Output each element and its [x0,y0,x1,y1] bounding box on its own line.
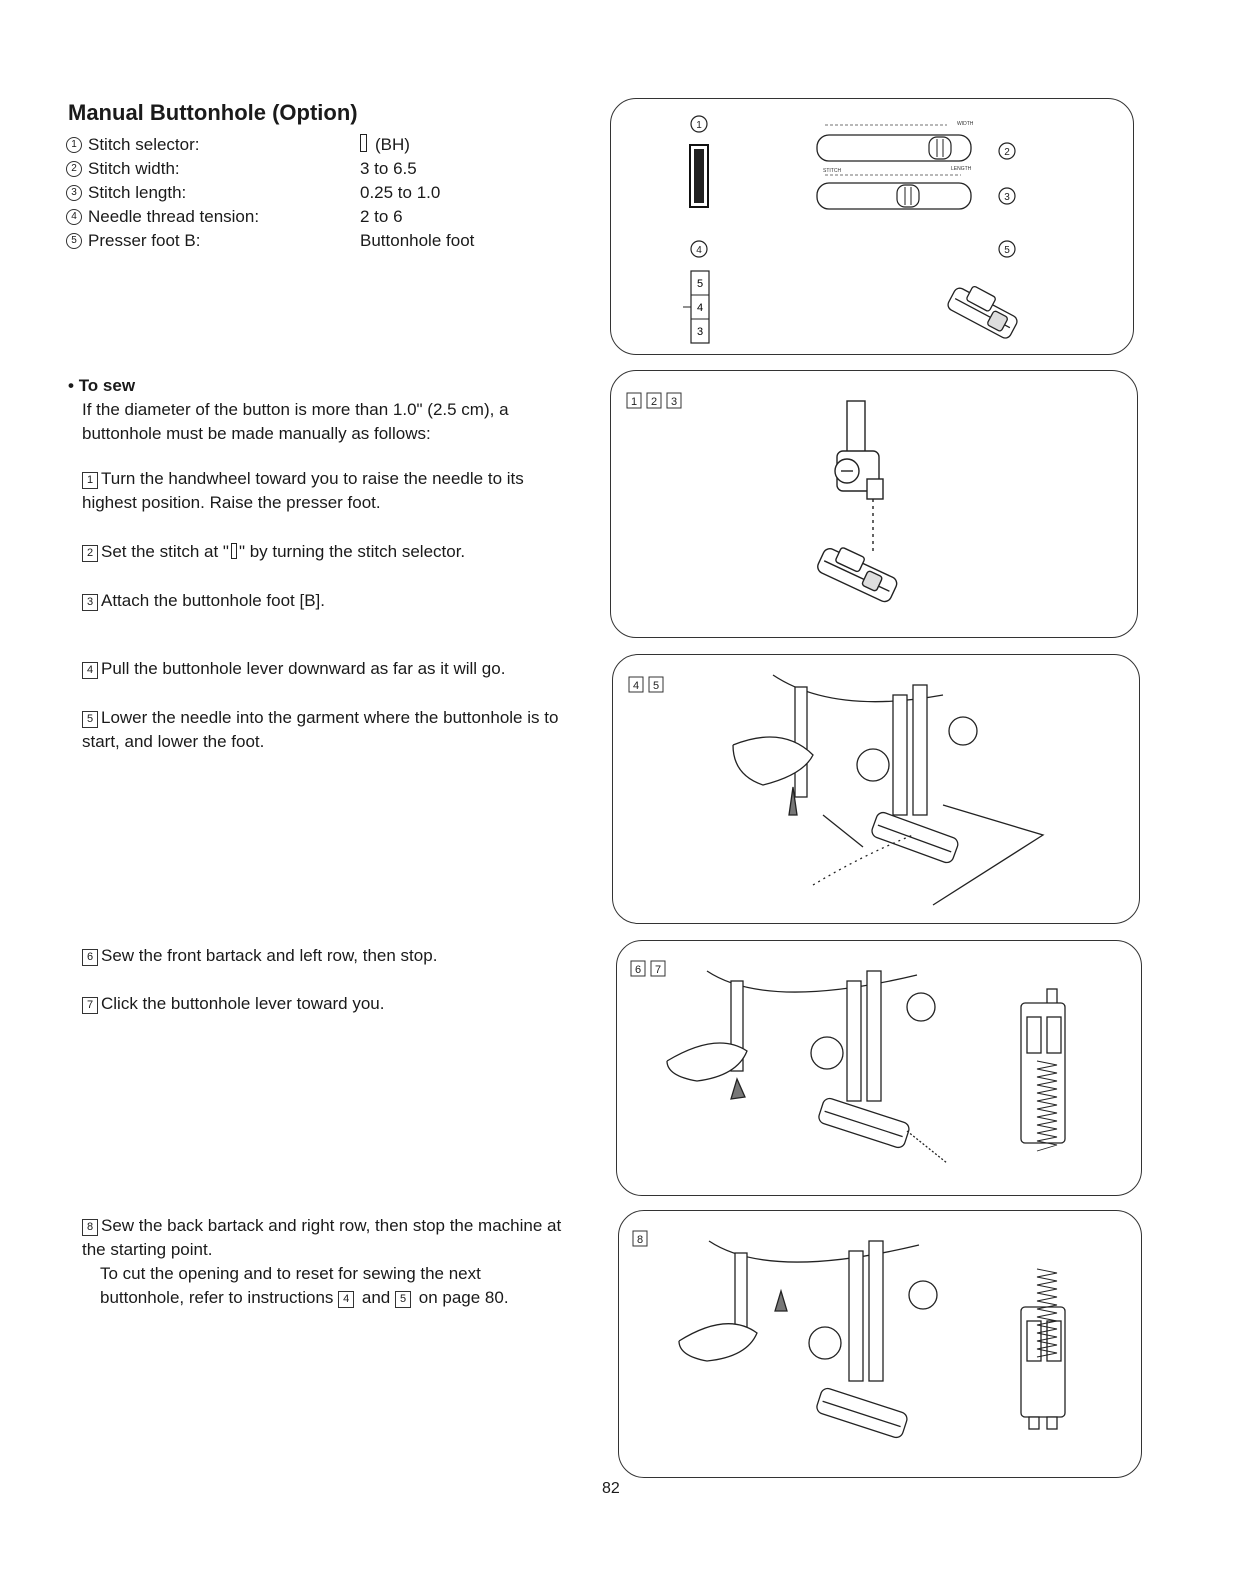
step-number: 3 [82,594,98,611]
step-ref-number: 5 [395,1291,411,1308]
setting-value: 2 to 6 [360,207,403,226]
step-5 [82,706,592,754]
callout-number: 2 [66,161,82,177]
step-8: 8 Sew the back bartack and right row, then stop the machine at the starting point. To cut the opening and to reset for sewing the next buttonhole, refer to instructions 4 and 5 on page 80. [82,1216,562,1307]
settings-list [66,133,536,253]
panel-tag: 5 [652,680,660,692]
illustration-panel-steps-4-5 [612,654,1140,924]
step-2 [82,540,582,564]
section-heading: To sew [78,376,136,395]
illustration-panel-steps-6-7 [616,940,1142,1196]
step-text: Sew the back bartack and right row, then stop the machine at the starting point. [82,1216,562,1259]
setting-label: Stitch width: [88,159,180,178]
back-bartack-illustration [619,1211,1141,1477]
page-title: Manual Buttonhole (Option) [68,100,358,125]
setting-label: Presser foot B: [88,231,201,250]
callout-number: 1 [66,137,82,153]
setting-label: Needle thread tension: [88,207,260,226]
step-text: Set the stitch at " [101,542,229,561]
lever-pull-illustration [613,655,1139,923]
panel-tag: 4 [632,680,640,692]
illustration-panel-steps-1-3 [610,370,1138,638]
length-label: LENGTH [951,166,972,172]
panel-tag: 1 [630,396,638,408]
stitch-label: STITCH [823,168,842,174]
settings-illustration [611,99,1133,354]
setting-row-stitch-length [66,181,536,205]
step-number: 2 [82,545,98,562]
step-1 [82,467,582,515]
callout-number: 3 [66,185,82,201]
step-number: 6 [82,949,98,966]
tension-mark-3: 3 [696,326,704,338]
step-number: 8 [82,1219,98,1236]
illustration-panel-step-8 [618,1210,1142,1478]
callout-4: 4 [696,245,702,256]
panel-tag: 2 [650,396,658,408]
step-number: 7 [82,997,98,1014]
step-text: Sew the front bartack and left row, then stop. [101,946,438,965]
step-text: To cut the opening and to reset for sewing the next buttonhole, refer to instructions [100,1264,481,1307]
setting-value: 3 to 6.5 [360,159,417,178]
step-text: Click the buttonhole lever toward you. [101,994,385,1013]
setting-row-stitch-width [66,157,536,181]
callout-number: 5 [66,233,82,249]
width-label: WIDTH [957,121,974,127]
step-text: Lower the needle into the garment where the buttonhole is to start, and lower the foot. [82,708,559,751]
step-ref-number: 4 [338,1291,354,1308]
setting-label: Stitch selector: [88,135,200,154]
step-text: Turn the handwheel toward you to raise the needle to its highest position. Raise the presser foot. [82,469,524,512]
needle-and-foot-illustration [611,371,1137,637]
step-number: 4 [82,662,98,679]
step-6 [82,944,592,968]
tension-mark-4: 4 [696,302,704,314]
step-number: 1 [82,472,98,489]
panel-tag: 8 [636,1234,644,1246]
callout-5: 5 [1004,245,1010,256]
step-7 [82,992,592,1016]
setting-row-stitch-selector [66,133,536,157]
step-3 [82,589,582,613]
step-text: Attach the buttonhole foot [B]. [101,591,325,610]
page-reference: page 80. [442,1288,509,1307]
front-bartack-illustration [617,941,1141,1195]
settings-illustration-panel [610,98,1134,355]
tension-mark-5: 5 [696,278,704,290]
setting-row-thread-tension [66,205,536,229]
buttonhole-stitch-icon [231,543,237,559]
setting-value: 0.25 to 1.0 [360,183,441,202]
callout-1: 1 [696,120,702,131]
to-sew-intro: If the diameter of the button is more than 1.0" (2.5 cm), a buttonhole must be made manually as follows: [82,400,509,443]
callout-2: 2 [1004,147,1010,158]
setting-value: Buttonhole foot [360,231,475,250]
setting-row-presser-foot [66,229,536,253]
callout-3: 3 [1004,192,1010,203]
step-number: 5 [82,711,98,728]
panel-tag: 7 [654,964,662,976]
buttonhole-stitch-icon [360,134,367,152]
step-text: Pull the buttonhole lever downward as far as it will go. [101,659,506,678]
page-number: 82 [602,1480,620,1497]
step-4 [82,657,592,681]
setting-value: (BH) [375,135,410,154]
callout-number: 4 [66,209,82,225]
panel-tag: 3 [670,396,678,408]
step-text: " by turning the stitch selector. [238,542,466,561]
setting-label: Stitch length: [88,183,187,202]
panel-tag: 6 [634,964,642,976]
to-sew-section: • To sew If the diameter of the button is more than 1.0" (2.5 cm), a buttonhole must be made manually as follows: [68,374,588,446]
